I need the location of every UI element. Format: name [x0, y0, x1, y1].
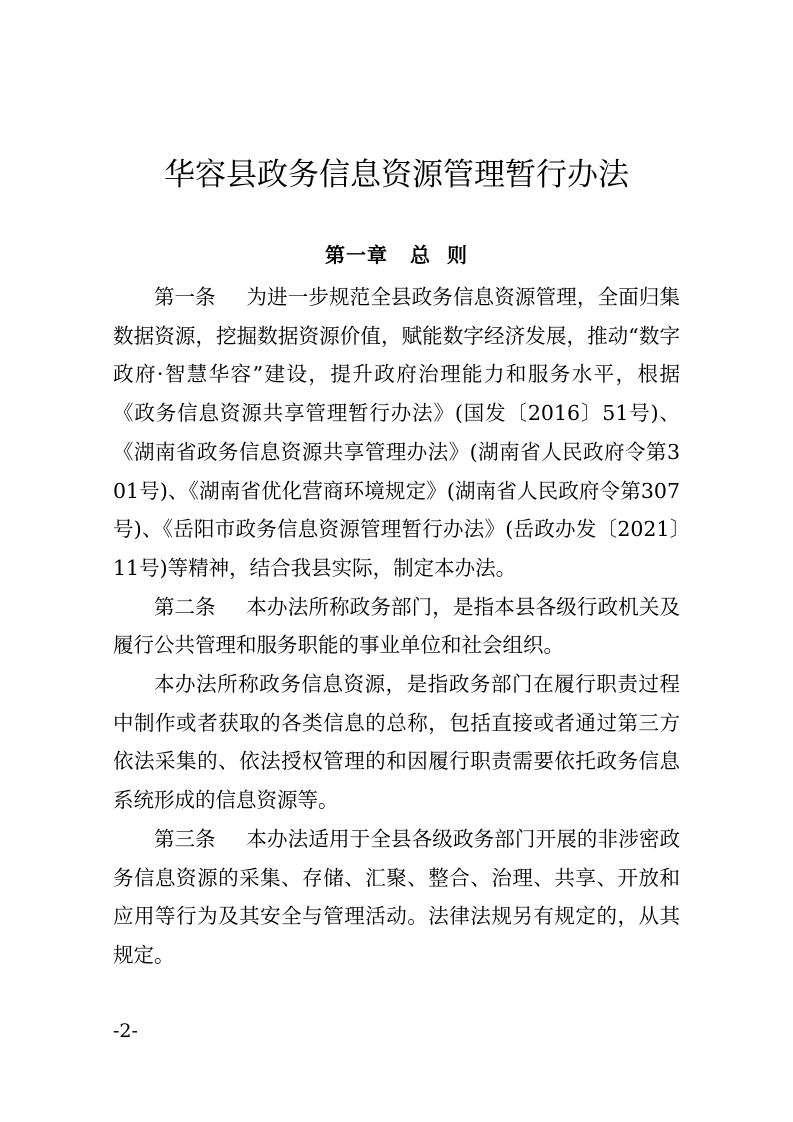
article-paragraph — [113, 588, 680, 665]
article-paragraph — [113, 820, 680, 975]
document-body — [113, 278, 680, 975]
article-text: 本办法所称政务部门，是指本县各级行政机关及履行公共管理和服务职能的事业单位和社会组织。 — [113, 594, 680, 658]
article-text: 为进一步规范全县政务信息资源管理，全面归集数据资源，挖掘数据资源价值，赋能数字经济发展，推动“数字政府·智慧华容”建设，提升政府治理能力和服务水平，根据《政务信息资源共享管理暂行办法》(国发〔2016〕51号)、《湖南省政务信息资源共享管理办法》(湖南省人民政府令第301号)、《湖南省优化营商环境规定》(湖南省人民政府令第307号)、《岳阳市政务信息资源管理暂行办法》(岳政办发〔2021〕11号)等精神，结合我县实际，制定本办法。 — [113, 285, 680, 580]
document-title: 华容县政务信息资源管理暂行办法 — [164, 157, 629, 193]
article-number: 第二条 — [154, 594, 216, 619]
chapter-heading — [0, 238, 793, 272]
article-text: 本办法适用于全县各级政务部门开展的非涉密政务信息资源的采集、存储、汇聚、整合、治理、共享、开放和应用等行为及其安全与管理活动。法律法规另有规定的，从其规定。 — [113, 826, 680, 967]
chapter-label: 第一章 — [325, 243, 389, 267]
body-paragraph — [113, 665, 680, 820]
article-number: 第一条 — [154, 285, 216, 309]
page-number: -2- — [113, 1020, 138, 1042]
article-paragraph — [113, 278, 680, 588]
chapter-name: 总 则 — [410, 243, 468, 267]
article-number: 第三条 — [154, 826, 216, 851]
paragraph-text: 本办法所称政务信息资源，是指政务部门在履行职责过程中制作或者获取的各类信息的总称，包括直接或者通过第三方依法采集的、依法授权管理的和因履行职责需要依托政务信息系统形成的信息资源等。 — [113, 672, 680, 813]
